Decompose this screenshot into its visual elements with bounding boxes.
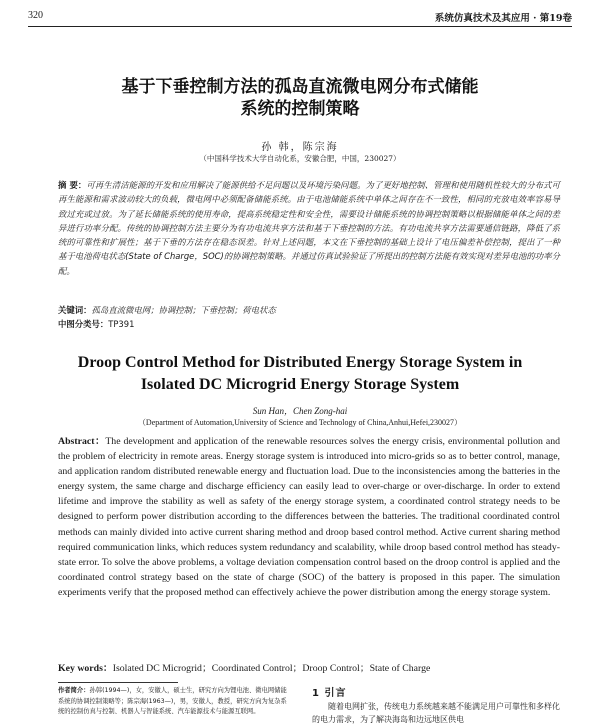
chinese-title-line-1: 基于下垂控制方法的孤岛直流微电网分布式储能 — [121, 77, 479, 97]
chinese-abstract-text: 可再生清洁能源的开发和应用解决了能源供给不足问题以及环境污染问题。为了更好地控制、管理和使用随机性较大的分布式可再生能源和需求波动较大的负载，微电网中必须配备储能系统。由于电池储能系统中单体之间存在不一致性，相同的充放电效率容易导致过充或过放。为了延长储能系统的使用寿命，提高系统稳定性和安全性，需要设计储能系统的协调控制策略以根据储能单体之间的差异进行功率分配。传统的协调控制方法主要分为有功电流共享方法和基于下垂控制的方法。有功电流共享方法需要通信链路，降低了系统的可靠性和扩展性；基于下垂的方法存在稳态误差。针对上述问题，本文在下垂控制的基础上设计了电压偏差补偿控制，提出了一种基于电池荷电状态(State of Charge，SOC)的协调控制策略。并通过仿真试验验证了所提出的控制方法能有效实现对差异电池的功率分配。 — [58, 180, 561, 276]
chinese-abstract-label: 摘 要： — [58, 180, 87, 190]
english-affiliation: （Department of Automation,University of Science and Technology of China,Anhui,Hefei,230027） — [137, 418, 463, 427]
english-abstract-text: The development and application of the renewable resources solves the energy crisis, environmental pollution and the problem of electricity in remote areas. Energy storage system is introduced into micro-grids so as to better control, manage, and application random distributed renewable energy and fluctuation load. Due to the inconsistencies among the batteries in the energy system, the same charge and discharge efficiency can easily lead to over-charge or over-discharge. In order to extend lifetime and improve the stability as well as safety of the energy storage system, a coordinated control strategy needs to be designed to perform power distribution according to the differences between the batteries. The traditional coordinated control methods can mainly divided into active current sharing method and droop based control method. Active current sharing method required communication links, which reduces system redundancy and scalability, while droop based control method has steady-state error. To solve the above problems, a voltage deviation compensation control based on the droop control is applied and the coordinated control strategy based on the state of charge (SOC) of the battery is proposed in this paper. The simulation experiments verify that the proposed method can effectively achieve the power distribution among the energy storage system. — [58, 436, 560, 598]
english-title — [0, 352, 600, 396]
english-keywords-text: Isolated DC Microgrid；Coordinated Control；Droop Control；State of Charge — [112, 663, 431, 674]
chinese-keywords — [58, 304, 560, 316]
classification-number — [58, 318, 560, 330]
chinese-authors: 孙 韩，陈宗海 — [261, 142, 339, 153]
chinese-affiliation: （中国科学技术大学自动化系，安徽合肥，中国，230027） — [199, 154, 401, 163]
page-number: 320 — [28, 10, 43, 21]
english-keywords — [58, 660, 560, 674]
english-abstract — [58, 434, 560, 600]
running-header — [28, 8, 572, 27]
section-heading: 1 引言 — [312, 688, 347, 699]
footnote-divider — [58, 682, 178, 683]
footnote-label: 作者简介： — [58, 687, 90, 694]
english-title-line-1: Droop Control Method for Distributed Energy Storage System in — [77, 354, 523, 371]
english-abstract-label: Abstract： — [58, 436, 106, 447]
english-keywords-label: Key words： — [58, 663, 113, 674]
chinese-title — [0, 76, 600, 120]
classification-label: 中图分类号： — [58, 319, 109, 329]
footnote-text: 孙韩(1994—)，女，安徽人，硕士生，研究方向为锂电池、微电网储能系统的协调控制策略等；陈宗海(1963—)，男，安徽人，教授，研究方向为复杂系统的控制仿真与控制、机器人与智能系统、汽车能源技术与能源互联网。 — [58, 687, 287, 715]
english-authors: Sun Han，Chen Zong-hai — [252, 406, 348, 416]
chinese-abstract — [58, 178, 560, 278]
chinese-keywords-text: 孤岛直流微电网；协调控制；下垂控制；荷电状态 — [91, 305, 276, 315]
author-footnote — [58, 686, 290, 718]
journal-name: 系统仿真技术及其应用 · 第19卷 — [434, 13, 572, 24]
classification-text: TP391 — [108, 319, 135, 329]
chinese-keywords-label: 关键词： — [58, 305, 92, 315]
chinese-title-line-2: 系统的控制策略 — [240, 99, 360, 119]
english-title-line-2: Isolated DC Microgrid Energy Storage System — [140, 376, 460, 393]
introduction-text: 随着电网扩张，传统电力系统越来越不能满足用户可靠性和多样化的电力需求，为了解决海岛和边远地区供电 — [312, 702, 560, 724]
